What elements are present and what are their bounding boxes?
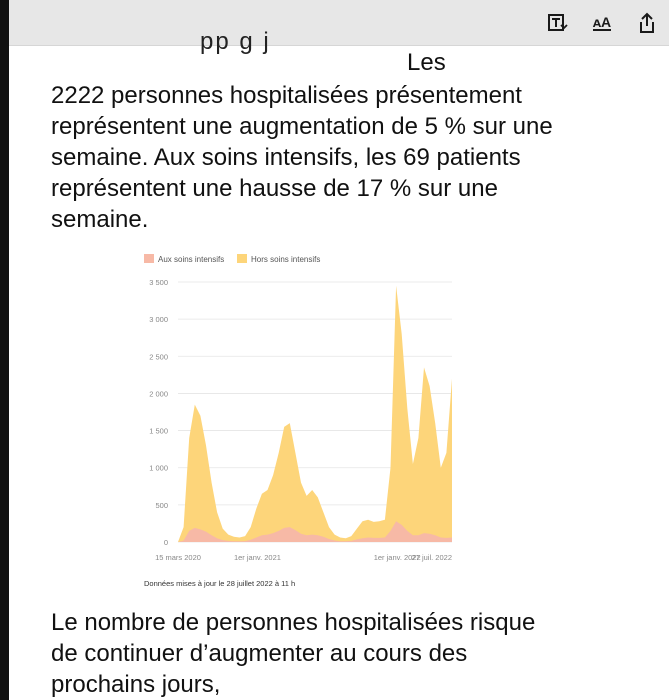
text-size-button[interactable] [587,12,617,34]
y-tick-label: 3 500 [149,278,168,287]
y-tick-label: 3 000 [149,315,168,325]
cut-off-text-line: pp g j [200,28,271,55]
y-tick-label: 1 500 [149,426,168,436]
text-summary-icon[interactable] [545,12,569,34]
x-tick-label: 27 juil. 2022 [411,553,452,562]
article-text-fragment: Les [407,49,446,76]
article-paragraph-2 [51,607,651,700]
paragraph-line: de continuer d’augmenter au cours des [51,640,468,667]
article-paragraph-1 [51,80,651,235]
paragraph-line: semaine. [51,206,149,233]
legend-swatch-non-icu [237,254,247,263]
paragraph-line: Le nombre de personnes hospitalisées risque [51,609,536,636]
hospitalization-chart [140,245,480,595]
text-size-label: ᴀA [592,14,612,30]
y-tick-label: 1 000 [149,463,168,473]
x-tick-label: 1er janv. 2022 [373,553,421,562]
reader-toolbar [9,0,669,55]
y-tick-label: 0 [163,538,168,547]
share-icon[interactable] [635,12,659,34]
y-tick-label: 2 000 [149,389,168,399]
legend-label-icu: Aux soins intensifs [158,255,225,264]
paragraph-line: semaine. Aux soins intensifs, les 69 patients [51,144,521,171]
paragraph-line: 2222 personnes hospitalisées présentement [51,82,522,109]
area-non-icu [178,286,452,542]
chart-areas [178,286,452,542]
legend-swatch-icu [144,254,154,263]
paragraph-line: représentent une augmentation de 5 % sur une [51,113,553,140]
paragraph-line: prochains jours, [51,671,221,698]
y-tick-label: 500 [155,500,168,510]
legend-label-non-icu: Hors soins intensifs [251,255,321,264]
x-tick-label: 15 mars 2020 [155,553,201,562]
y-tick-label: 2 500 [149,352,168,362]
paragraph-line: représentent une hausse de 17 % sur une [51,175,498,202]
chart-footnote: Données mises à jour le 28 juillet 2022 à 11 h [144,579,296,588]
x-axis-ticks [155,553,452,562]
y-axis-ticks [149,278,168,547]
x-tick-label: 1er janv. 2021 [233,553,281,562]
